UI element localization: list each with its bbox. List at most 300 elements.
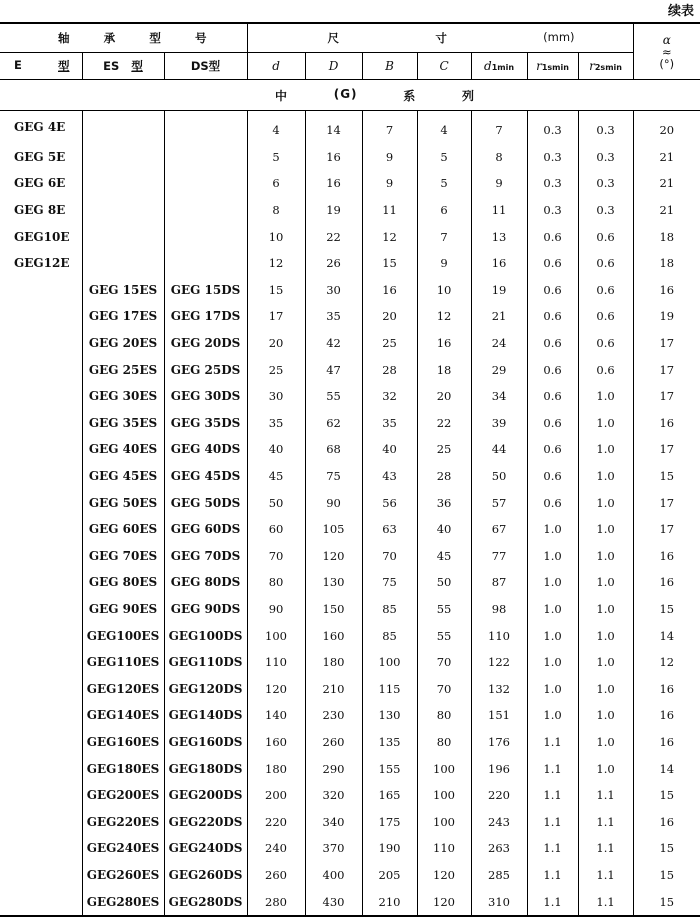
cell-alpha: 17: [633, 489, 700, 516]
cell-C: 28: [417, 463, 471, 490]
cell-C: 80: [417, 729, 471, 756]
cell-e-type: [0, 356, 82, 383]
dimensions-header: [247, 23, 633, 53]
cell-alpha: 19: [633, 303, 700, 330]
cell-ds-type: [164, 170, 247, 197]
cell-d1min: 11: [471, 197, 527, 224]
table-row: [0, 410, 700, 437]
cell-r2smin: 1.0: [578, 516, 633, 543]
bearing-type-char-2: 承: [103, 31, 116, 45]
cell-B: 70: [362, 543, 417, 570]
cell-alpha: 15: [633, 862, 700, 889]
cell-d: 280: [247, 888, 305, 916]
cell-r1smin: 1.1: [527, 835, 578, 862]
cell-d: 260: [247, 862, 305, 889]
cell-C: 55: [417, 596, 471, 623]
cell-B: 210: [362, 888, 417, 916]
cell-r2smin: 1.0: [578, 675, 633, 702]
cell-e-type: [0, 330, 82, 357]
cell-C: 4: [417, 111, 471, 144]
cell-C: 45: [417, 543, 471, 570]
cell-D: 62: [305, 410, 362, 437]
cell-D: 35: [305, 303, 362, 330]
cell-B: 11: [362, 197, 417, 224]
cell-es-type: GEG220ES: [82, 808, 164, 835]
cell-e-type: [0, 808, 82, 835]
cell-es-type: GEG240ES: [82, 835, 164, 862]
cell-B: 16: [362, 277, 417, 304]
cell-r2smin: 1.1: [578, 835, 633, 862]
col-d1-header: d1min: [471, 53, 527, 80]
cell-e-type: [0, 463, 82, 490]
table-row: [0, 782, 700, 809]
cell-d: 30: [247, 383, 305, 410]
data-body: [0, 111, 700, 916]
cell-D: 160: [305, 622, 362, 649]
cell-d1min: 39: [471, 410, 527, 437]
cell-D: 16: [305, 144, 362, 171]
cell-r1smin: 1.0: [527, 516, 578, 543]
table-row: [0, 596, 700, 623]
cell-e-type: GEG 4E: [14, 120, 66, 135]
cell-C: 16: [417, 330, 471, 357]
cell-r2smin: 0.6: [578, 330, 633, 357]
cell-e-type: [0, 649, 82, 676]
cell-ds-type: GEG260DS: [164, 862, 247, 889]
cell-e-type: [0, 277, 82, 304]
cell-D: 16: [305, 170, 362, 197]
cell-d1min: 110: [471, 622, 527, 649]
cell-C: 80: [417, 702, 471, 729]
cell-C: 7: [417, 223, 471, 250]
cell-d1min: 176: [471, 729, 527, 756]
cell-C: 55: [417, 622, 471, 649]
approx-symbol: ≈: [661, 44, 672, 59]
table-row: [0, 808, 700, 835]
cell-r1smin: 0.6: [527, 436, 578, 463]
cell-r2smin: 1.1: [578, 862, 633, 889]
table-row: [0, 862, 700, 889]
cell-d1min: 21: [471, 303, 527, 330]
cell-es-type: GEG260ES: [82, 862, 164, 889]
cell-e-type: [0, 782, 82, 809]
cell-alpha: 16: [633, 543, 700, 570]
cell-B: 7: [362, 111, 417, 144]
cell-C: 12: [417, 303, 471, 330]
cell-ds-type: GEG240DS: [164, 835, 247, 862]
cell-C: 5: [417, 144, 471, 171]
cell-D: 320: [305, 782, 362, 809]
cell-r2smin: 0.3: [578, 197, 633, 224]
cell-es-type: GEG 15ES: [82, 277, 164, 304]
cell-d1min: 19: [471, 277, 527, 304]
cell-r1smin: 1.1: [527, 888, 578, 916]
cell-d1min: 151: [471, 702, 527, 729]
table-row: [0, 569, 700, 596]
cell-d1min: 7: [471, 111, 527, 144]
cell-ds-type: GEG120DS: [164, 675, 247, 702]
table-row: [0, 489, 700, 516]
cell-C: 6: [417, 197, 471, 224]
cell-r2smin: 1.0: [578, 463, 633, 490]
cell-r2smin: 1.1: [578, 888, 633, 916]
cell-d: 25: [247, 356, 305, 383]
cell-r1smin: 1.0: [527, 569, 578, 596]
cell-d1min: 13: [471, 223, 527, 250]
cell-D: 68: [305, 436, 362, 463]
cell-d: 80: [247, 569, 305, 596]
cell-r1smin: 1.0: [527, 649, 578, 676]
cell-es-type: GEG 35ES: [82, 410, 164, 437]
cell-e-type: [0, 303, 82, 330]
cell-d1min: 8: [471, 144, 527, 171]
cell-r1smin: 0.6: [527, 303, 578, 330]
cell-d: 220: [247, 808, 305, 835]
table-row: [0, 144, 700, 171]
cell-r1smin: 1.0: [527, 622, 578, 649]
cell-D: 150: [305, 596, 362, 623]
cell-D: 290: [305, 755, 362, 782]
cell-D: 370: [305, 835, 362, 862]
table-row: [0, 277, 700, 304]
alpha-header: [633, 23, 700, 80]
cell-C: 120: [417, 862, 471, 889]
cell-alpha: 14: [633, 622, 700, 649]
cell-ds-type: GEG100DS: [164, 622, 247, 649]
cell-es-type: GEG 45ES: [82, 463, 164, 490]
cell-alpha: 17: [633, 383, 700, 410]
cell-e-type: [0, 675, 82, 702]
cell-d: 180: [247, 755, 305, 782]
cell-ds-type: [164, 144, 247, 171]
cell-r1smin: 0.3: [527, 111, 578, 144]
cell-d: 90: [247, 596, 305, 623]
cell-d: 17: [247, 303, 305, 330]
cell-C: 5: [417, 170, 471, 197]
bearing-table: [0, 22, 700, 917]
cell-es-type: GEG120ES: [82, 675, 164, 702]
dimensions-unit: (mm): [543, 30, 575, 44]
cell-es-type: GEG 60ES: [82, 516, 164, 543]
cell-es-type: GEG 17ES: [82, 303, 164, 330]
cell-D: 26: [305, 250, 362, 277]
cell-ds-type: GEG280DS: [164, 888, 247, 916]
cell-d: 120: [247, 675, 305, 702]
cell-r2smin: 1.0: [578, 729, 633, 756]
table-row: [0, 835, 700, 862]
cell-B: 40: [362, 436, 417, 463]
cell-r2smin: 1.0: [578, 702, 633, 729]
cell-alpha: 17: [633, 436, 700, 463]
cell-r2smin: 0.6: [578, 356, 633, 383]
cell-es-type: [82, 197, 164, 224]
cell-d1min: 77: [471, 543, 527, 570]
cell-r2smin: 1.0: [578, 596, 633, 623]
cell-C: 100: [417, 782, 471, 809]
cell-D: 90: [305, 489, 362, 516]
cell-r2smin: 1.0: [578, 543, 633, 570]
cell-alpha: 15: [633, 888, 700, 916]
cell-D: 75: [305, 463, 362, 490]
cell-e-type: [0, 596, 82, 623]
cell-B: 56: [362, 489, 417, 516]
cell-e-type: [0, 569, 82, 596]
bearing-type-header: [0, 23, 247, 53]
table-row: [0, 622, 700, 649]
cell-alpha: 20: [633, 111, 700, 144]
dimensions-char-1: 尺: [327, 31, 340, 45]
cell-es-type: GEG 20ES: [82, 330, 164, 357]
cell-r1smin: 1.0: [527, 543, 578, 570]
cell-d: 200: [247, 782, 305, 809]
cell-r1smin: 1.1: [527, 729, 578, 756]
cell-C: 100: [417, 808, 471, 835]
cell-d1min: 310: [471, 888, 527, 916]
cell-d1min: 285: [471, 862, 527, 889]
cell-d1min: 9: [471, 170, 527, 197]
cell-e-type: [0, 622, 82, 649]
cell-D: 340: [305, 808, 362, 835]
cell-D: 260: [305, 729, 362, 756]
table-row: [0, 170, 700, 197]
cell-d: 15: [247, 277, 305, 304]
cell-ds-type: [164, 197, 247, 224]
cell-r2smin: 1.0: [578, 622, 633, 649]
cell-B: 190: [362, 835, 417, 862]
cell-d1min: 57: [471, 489, 527, 516]
cell-d1min: 132: [471, 675, 527, 702]
cell-C: 9: [417, 250, 471, 277]
cell-C: 25: [417, 436, 471, 463]
cell-D: 180: [305, 649, 362, 676]
series-title-row: [0, 80, 700, 111]
table-row: [0, 303, 700, 330]
table-row: [0, 250, 700, 277]
table-row: [0, 649, 700, 676]
cell-C: 110: [417, 835, 471, 862]
cell-B: 12: [362, 223, 417, 250]
cell-C: 70: [417, 649, 471, 676]
table-row: [0, 888, 700, 916]
cell-r2smin: 0.6: [578, 250, 633, 277]
cell-D: 42: [305, 330, 362, 357]
cell-es-type: GEG 40ES: [82, 436, 164, 463]
cell-B: 155: [362, 755, 417, 782]
cell-B: 135: [362, 729, 417, 756]
cell-e-type: [0, 436, 82, 463]
cell-e-type: [0, 888, 82, 916]
cell-d1min: 44: [471, 436, 527, 463]
cell-es-type: [82, 223, 164, 250]
cell-r2smin: 1.0: [578, 436, 633, 463]
cell-d1min: 29: [471, 356, 527, 383]
table-row: [0, 356, 700, 383]
cell-r1smin: 1.0: [527, 702, 578, 729]
cell-alpha: 15: [633, 463, 700, 490]
bearing-type-char-1: 轴: [58, 31, 70, 45]
cell-B: 115: [362, 675, 417, 702]
cell-e-type: [0, 543, 82, 570]
cell-d1min: 34: [471, 383, 527, 410]
cell-d: 8: [247, 197, 305, 224]
table-row: [0, 330, 700, 357]
cell-e-type: GEG10E: [14, 229, 70, 244]
cell-B: 100: [362, 649, 417, 676]
cell-r2smin: 1.0: [578, 489, 633, 516]
cell-B: 85: [362, 622, 417, 649]
table-row: [0, 675, 700, 702]
col-C-header: C: [417, 53, 471, 80]
cell-es-type: [82, 170, 164, 197]
cell-d1min: 243: [471, 808, 527, 835]
cell-r1smin: 0.6: [527, 383, 578, 410]
cell-d1min: 220: [471, 782, 527, 809]
cell-d: 110: [247, 649, 305, 676]
table-row: [0, 383, 700, 410]
cell-C: 36: [417, 489, 471, 516]
cell-C: 70: [417, 675, 471, 702]
cell-d1min: 50: [471, 463, 527, 490]
cell-es-type: GEG280ES: [82, 888, 164, 916]
cell-r1smin: 0.3: [527, 170, 578, 197]
header-row-2: [0, 53, 700, 80]
series-title: 中 (G) 系 列: [0, 80, 700, 111]
cell-r1smin: 1.1: [527, 755, 578, 782]
cell-C: 120: [417, 888, 471, 916]
cell-ds-type: GEG160DS: [164, 729, 247, 756]
table-row: [0, 436, 700, 463]
cell-B: 15: [362, 250, 417, 277]
cell-B: 165: [362, 782, 417, 809]
cell-r2smin: 0.3: [578, 111, 633, 144]
cell-r2smin: 1.0: [578, 569, 633, 596]
cell-ds-type: [164, 111, 247, 144]
cell-r1smin: 1.1: [527, 782, 578, 809]
cell-d: 70: [247, 543, 305, 570]
cell-ds-type: GEG 40DS: [164, 436, 247, 463]
cell-alpha: 15: [633, 596, 700, 623]
cell-d: 240: [247, 835, 305, 862]
cell-e-type: GEG12E: [14, 256, 70, 271]
cell-es-type: GEG 80ES: [82, 569, 164, 596]
col-d-header: d: [247, 53, 305, 80]
cell-d: 100: [247, 622, 305, 649]
cell-alpha: 21: [633, 197, 700, 224]
cell-ds-type: GEG 15DS: [164, 277, 247, 304]
cell-r1smin: 0.6: [527, 330, 578, 357]
cell-d1min: 67: [471, 516, 527, 543]
cell-C: 20: [417, 383, 471, 410]
cell-es-type: [82, 111, 164, 144]
cell-ds-type: GEG 80DS: [164, 569, 247, 596]
cell-ds-type: GEG 70DS: [164, 543, 247, 570]
cell-d: 6: [247, 170, 305, 197]
cell-e-type: [0, 702, 82, 729]
cell-D: 47: [305, 356, 362, 383]
cell-B: 85: [362, 596, 417, 623]
col-r1-header: r1smin: [527, 53, 578, 80]
cell-r2smin: 0.6: [578, 303, 633, 330]
cell-alpha: 15: [633, 782, 700, 809]
dimensions-char-2: 寸: [435, 31, 447, 45]
cell-d: 50: [247, 489, 305, 516]
cell-es-type: GEG100ES: [82, 622, 164, 649]
cell-alpha: 18: [633, 223, 700, 250]
cell-B: 205: [362, 862, 417, 889]
cell-es-type: GEG 25ES: [82, 356, 164, 383]
cell-alpha: 17: [633, 356, 700, 383]
cell-es-type: GEG 90ES: [82, 596, 164, 623]
cell-d1min: 263: [471, 835, 527, 862]
alpha-symbol: α: [662, 32, 671, 47]
cell-B: 32: [362, 383, 417, 410]
cell-es-type: GEG 70ES: [82, 543, 164, 570]
cell-es-type: GEG160ES: [82, 729, 164, 756]
cell-r2smin: 0.6: [578, 223, 633, 250]
cell-D: 105: [305, 516, 362, 543]
cell-r1smin: 1.1: [527, 862, 578, 889]
cell-B: 35: [362, 410, 417, 437]
ds-type-header: DS型: [164, 53, 247, 80]
table-row: [0, 702, 700, 729]
cell-r2smin: 0.3: [578, 144, 633, 171]
cell-D: 210: [305, 675, 362, 702]
cell-e-type: [0, 835, 82, 862]
bearing-type-char-3: 型: [149, 31, 161, 45]
cell-es-type: [82, 144, 164, 171]
cell-e-type: [0, 516, 82, 543]
bearing-type-char-4: 号: [195, 31, 207, 45]
cell-alpha: 21: [633, 144, 700, 171]
cell-es-type: GEG180ES: [82, 755, 164, 782]
cell-C: 40: [417, 516, 471, 543]
cell-d1min: 24: [471, 330, 527, 357]
cell-D: 130: [305, 569, 362, 596]
table-row: [0, 755, 700, 782]
cell-B: 9: [362, 170, 417, 197]
cell-B: 175: [362, 808, 417, 835]
cell-ds-type: GEG 30DS: [164, 383, 247, 410]
es-type-header: ES 型: [82, 53, 164, 80]
table-row: [0, 197, 700, 224]
cell-ds-type: GEG 25DS: [164, 356, 247, 383]
cell-ds-type: GEG110DS: [164, 649, 247, 676]
table-row: [0, 463, 700, 490]
col-D-header: D: [305, 53, 362, 80]
cell-r1smin: 0.6: [527, 410, 578, 437]
cell-d: 160: [247, 729, 305, 756]
cell-r2smin: 0.6: [578, 277, 633, 304]
cell-e-type: [0, 755, 82, 782]
cell-d1min: 196: [471, 755, 527, 782]
cell-alpha: 17: [633, 330, 700, 357]
e-type-header: E 型: [0, 53, 82, 80]
cell-D: 230: [305, 702, 362, 729]
cell-d: 40: [247, 436, 305, 463]
cell-e-type: GEG 5E: [14, 149, 66, 164]
cell-D: 55: [305, 383, 362, 410]
cell-B: 43: [362, 463, 417, 490]
cell-d: 20: [247, 330, 305, 357]
cell-ds-type: GEG 90DS: [164, 596, 247, 623]
cell-alpha: 14: [633, 755, 700, 782]
cell-r1smin: 0.3: [527, 197, 578, 224]
cell-d1min: 16: [471, 250, 527, 277]
cell-ds-type: GEG 35DS: [164, 410, 247, 437]
cell-d: 140: [247, 702, 305, 729]
cell-d: 35: [247, 410, 305, 437]
cell-d: 60: [247, 516, 305, 543]
